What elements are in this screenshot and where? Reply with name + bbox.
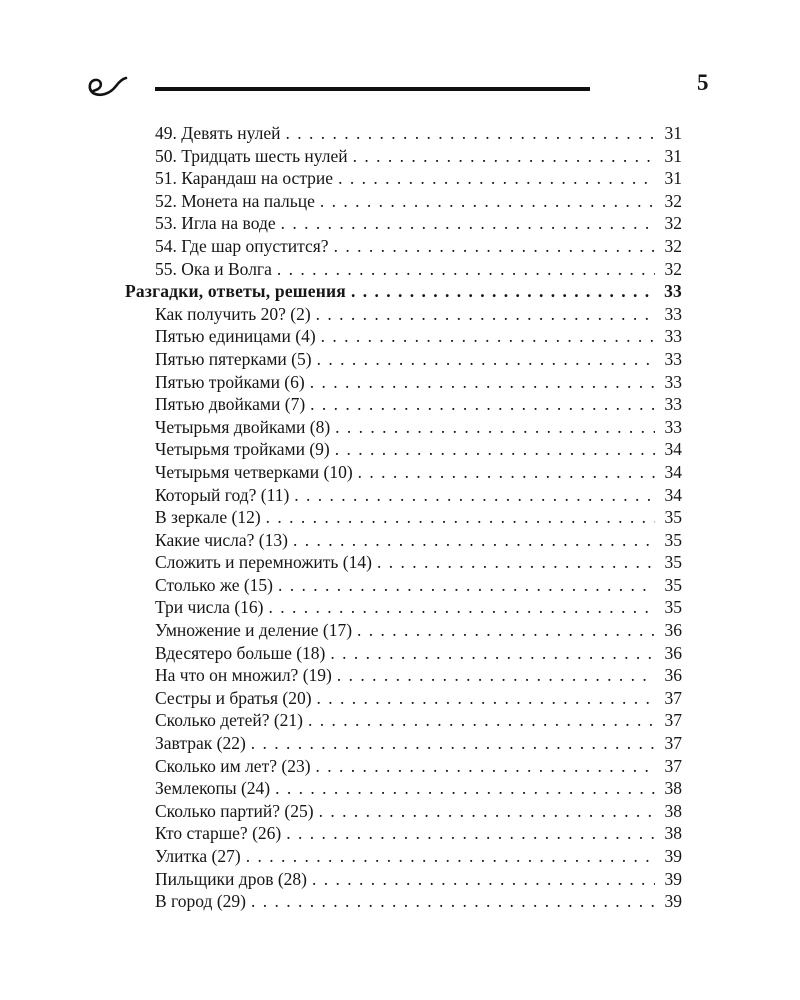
toc-entry-page: 34 (664, 461, 682, 482)
toc-entry (125, 191, 682, 214)
dot-leader-icon (338, 168, 655, 189)
toc-entry-title: Землекопы (24) (155, 778, 271, 799)
toc-entry (125, 846, 682, 869)
toc-entry (125, 462, 682, 485)
dot-leader-icon (319, 801, 655, 822)
toc-entry-page: 32 (664, 190, 682, 211)
toc-entry (125, 530, 682, 553)
toc-entry-title: Сколько партий? (25) (155, 800, 314, 821)
toc-entry-title: Четырьмя тройками (9) (155, 439, 330, 460)
toc-entry-title: Пильщики дров (28) (155, 868, 307, 889)
dot-leader-icon (310, 394, 655, 415)
toc-entry-page: 36 (664, 642, 682, 663)
toc-entry-page: 36 (664, 620, 682, 641)
dot-leader-icon (316, 304, 655, 325)
dot-leader-icon (353, 146, 655, 167)
toc-entry-page: 33 (664, 371, 682, 392)
toc-entry (125, 552, 682, 575)
toc-entry-title: 54. Где шар опустится? (155, 235, 329, 256)
toc-entry (125, 643, 682, 666)
toc-entry-page: 35 (664, 507, 682, 528)
page-number: 5 (697, 70, 709, 95)
dot-leader-icon (277, 259, 655, 280)
dot-leader-icon (377, 552, 655, 573)
toc-entry-title: Четырьмя двойками (8) (155, 416, 331, 437)
toc-entry-page: 37 (664, 710, 682, 731)
dot-leader-icon (285, 123, 655, 144)
toc-entry-title: Сколько детей? (21) (155, 710, 304, 731)
toc-entry (125, 372, 682, 395)
toc-entry-page: 33 (664, 416, 682, 437)
toc-entry-title: 53. Игла на воде (155, 213, 276, 234)
dot-leader-icon (335, 417, 655, 438)
toc-entry-page: 38 (664, 823, 682, 844)
toc-entry (125, 597, 682, 620)
toc-entry (125, 146, 682, 169)
toc-entry-title: Который год? (11) (155, 484, 290, 505)
toc-entry (125, 394, 682, 417)
toc-entry (125, 213, 682, 236)
dot-leader-icon (316, 756, 655, 777)
toc-entry-title: На что он множил? (19) (155, 665, 332, 686)
toc-entry-title: 55. Ока и Волга (155, 258, 272, 279)
dot-leader-icon (266, 507, 655, 528)
toc-entry-title: Какие числа? (13) (155, 529, 288, 550)
toc-entry (125, 349, 682, 372)
toc-entry-title: Пятью единицами (4) (155, 326, 316, 347)
toc-entry (125, 891, 682, 914)
toc-entry-page: 37 (664, 755, 682, 776)
dot-leader-icon (351, 281, 655, 302)
toc-entry-page: 33 (664, 326, 682, 347)
toc-entry-title: Четырьмя четверками (10) (155, 461, 353, 482)
toc-entry-page: 32 (664, 235, 682, 256)
toc-entry-title: В город (29) (155, 891, 246, 912)
toc-entry-page: 37 (664, 733, 682, 754)
toc-entry-title: 52. Монета на пальце (155, 190, 315, 211)
toc-entry-page: 34 (664, 484, 682, 505)
toc-entry-page: 31 (664, 123, 682, 143)
toc-entry (125, 869, 682, 892)
toc-entry (125, 801, 682, 824)
swirl-ornament-icon (86, 70, 130, 100)
dot-leader-icon (294, 485, 655, 506)
toc-entry-page: 33 (664, 394, 682, 415)
toc-entry-title: Улитка (27) (155, 846, 241, 866)
toc-entry-page: 33 (664, 281, 682, 302)
toc-entry-page: 31 (664, 168, 682, 189)
toc-entry (125, 620, 682, 643)
toc-entry-page: 38 (664, 800, 682, 821)
toc-entry-page: 32 (664, 213, 682, 234)
toc-entry-page: 35 (664, 597, 682, 618)
toc-entry-page: 37 (664, 687, 682, 708)
dot-leader-icon (312, 869, 655, 890)
toc-entry-title: Как получить 20? (2) (155, 303, 311, 324)
dot-leader-icon (286, 823, 655, 844)
toc-entry-page: 35 (664, 529, 682, 550)
dot-leader-icon (275, 778, 655, 799)
running-head (0, 68, 800, 104)
toc-entry (125, 123, 682, 146)
dot-leader-icon (357, 620, 655, 641)
header-rule (155, 87, 590, 91)
dot-leader-icon (308, 710, 655, 731)
toc-entry-page: 36 (664, 665, 682, 686)
table-of-contents (125, 123, 682, 914)
toc-entry (125, 575, 682, 598)
toc-entry-title: Кто старше? (26) (155, 823, 282, 844)
toc-entry (125, 236, 682, 259)
toc-entry-title: Три числа (16) (155, 597, 264, 618)
dot-leader-icon (268, 597, 655, 618)
toc-entry-title: 51. Карандаш на острие (155, 168, 334, 189)
dot-leader-icon (317, 688, 655, 709)
toc-entry (125, 823, 682, 846)
toc-entry-title: Вдесятеро больше (18) (155, 642, 326, 663)
toc-entry-page: 39 (664, 846, 682, 866)
toc-entry (125, 710, 682, 733)
dot-leader-icon (246, 846, 655, 867)
dot-leader-icon (251, 891, 655, 912)
dot-leader-icon (320, 191, 655, 212)
toc-entry-page: 35 (664, 552, 682, 573)
toc-entry (125, 417, 682, 440)
toc-entry-title: Разгадки, ответы, решения (125, 281, 346, 302)
toc-entry-title: Умножение и деление (17) (155, 620, 353, 641)
toc-entry (125, 326, 682, 349)
toc-entry-title: Сколько им лет? (23) (155, 755, 311, 776)
toc-entry-title: В зеркале (12) (155, 507, 261, 528)
toc-entry (125, 259, 682, 282)
dot-leader-icon (278, 575, 655, 596)
dot-leader-icon (317, 349, 655, 370)
dot-leader-icon (251, 733, 655, 754)
dot-leader-icon (281, 213, 655, 234)
toc-entry (125, 665, 682, 688)
dot-leader-icon (293, 530, 655, 551)
toc-entry (125, 304, 682, 327)
dot-leader-icon (335, 439, 655, 460)
dot-leader-icon (321, 326, 655, 347)
toc-entry-page: 34 (664, 439, 682, 460)
toc-entry-page: 33 (664, 348, 682, 369)
toc-entry-title: 49. Девять нулей (155, 123, 281, 143)
toc-entry (125, 756, 682, 779)
toc-entry-title: Пятью тройками (6) (155, 371, 305, 392)
toc-entry (125, 168, 682, 191)
dot-leader-icon (337, 665, 655, 686)
dot-leader-icon (330, 643, 655, 664)
toc-entry (125, 439, 682, 462)
toc-entry (125, 507, 682, 530)
dot-leader-icon (334, 236, 655, 257)
toc-entry (125, 281, 682, 304)
toc-entry-title: Столько же (15) (155, 574, 273, 595)
toc-entry-page: 39 (664, 891, 682, 912)
toc-entry (125, 688, 682, 711)
toc-entry-title: Сложить и перемножить (14) (155, 552, 372, 573)
toc-entry-title: Завтрак (22) (155, 733, 246, 754)
toc-entry-page: 31 (664, 145, 682, 166)
toc-entry-page: 32 (664, 258, 682, 279)
toc-entry-page: 35 (664, 574, 682, 595)
toc-entry-title: 50. Тридцать шесть нулей (155, 145, 348, 166)
toc-entry (125, 485, 682, 508)
toc-entry-page: 33 (664, 303, 682, 324)
dot-leader-icon (310, 372, 655, 393)
toc-entry-title: Сестры и братья (20) (155, 687, 312, 708)
toc-entry-page: 39 (664, 868, 682, 889)
toc-entry-title: Пятью пятерками (5) (155, 348, 312, 369)
toc-entry (125, 733, 682, 756)
toc-entry-page: 38 (664, 778, 682, 799)
toc-entry-title: Пятью двойками (7) (155, 394, 306, 415)
toc-entry (125, 778, 682, 801)
dot-leader-icon (358, 462, 655, 483)
